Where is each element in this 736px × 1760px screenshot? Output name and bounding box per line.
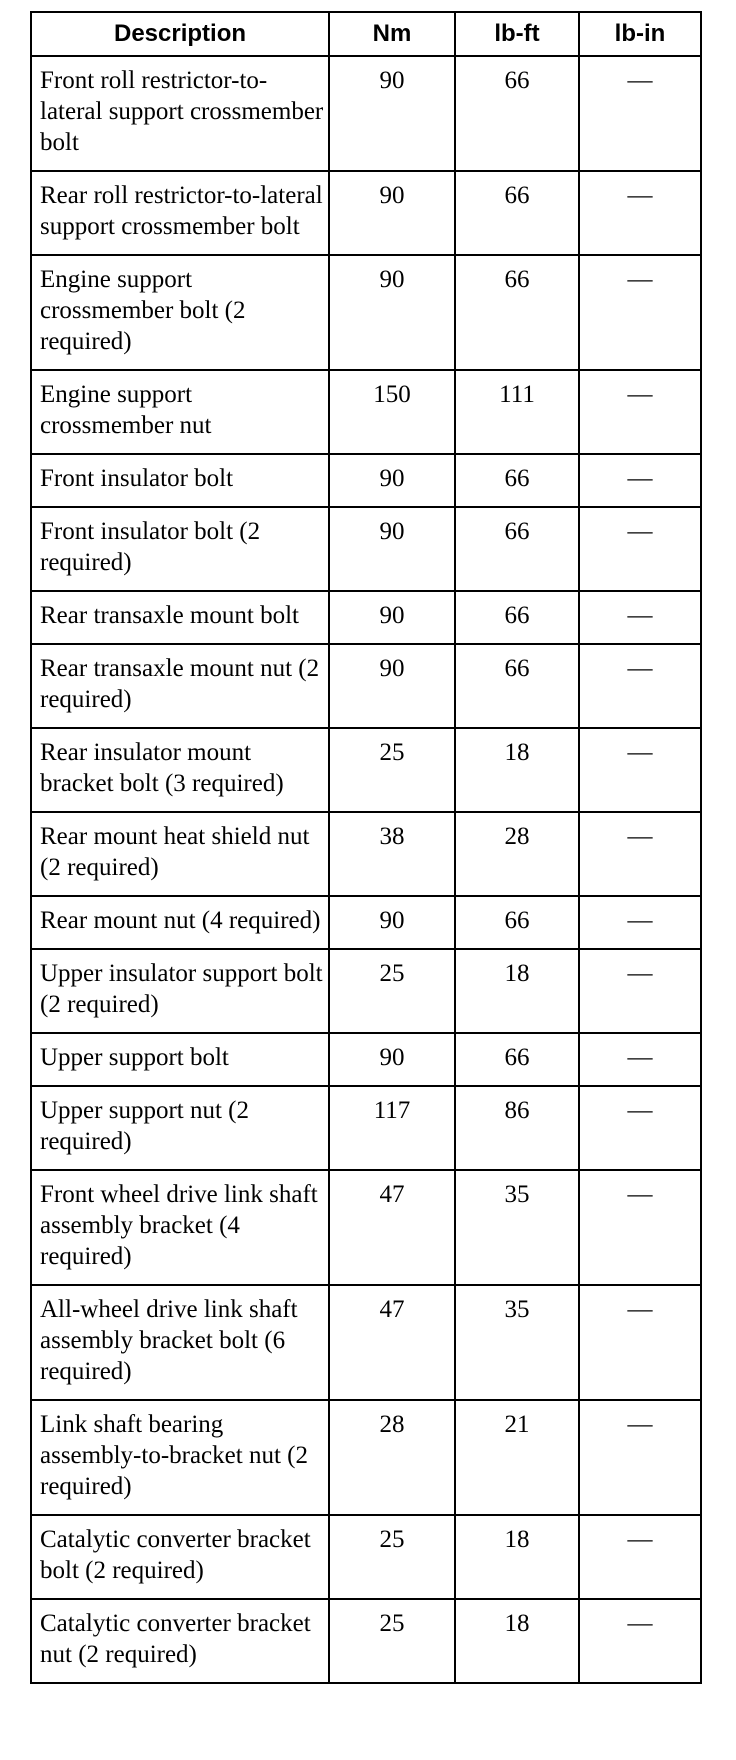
cell-description: Front insulator bolt (2 required) — [31, 507, 329, 591]
cell-nm: 90 — [329, 644, 455, 728]
cell-lb-ft: 66 — [455, 896, 579, 949]
header-lb-ft: lb-ft — [455, 12, 579, 56]
table-row — [31, 255, 701, 370]
cell-lb-ft: 18 — [455, 1599, 579, 1683]
cell-lb-ft: 66 — [455, 591, 579, 644]
cell-nm: 90 — [329, 507, 455, 591]
cell-lb-ft: 18 — [455, 949, 579, 1033]
cell-lb-ft: 86 — [455, 1086, 579, 1170]
table-body — [31, 56, 701, 1683]
cell-description: Rear transaxle mount nut (2 required) — [31, 644, 329, 728]
table-row — [31, 507, 701, 591]
cell-description: Rear insulator mount bracket bolt (3 required) — [31, 728, 329, 812]
cell-nm: 38 — [329, 812, 455, 896]
cell-nm: 25 — [329, 949, 455, 1033]
cell-description: Link shaft bearing assembly-to-bracket nut (2 required) — [31, 1400, 329, 1515]
cell-description: Rear roll restrictor-to-lateral support crossmember bolt — [31, 171, 329, 255]
cell-lb-ft: 18 — [455, 1515, 579, 1599]
cell-description: Engine support crossmember nut — [31, 370, 329, 454]
cell-nm: 90 — [329, 896, 455, 949]
table-row — [31, 1400, 701, 1515]
cell-description: Upper support bolt — [31, 1033, 329, 1086]
cell-description: Catalytic converter bracket bolt (2 required) — [31, 1515, 329, 1599]
table-row — [31, 1086, 701, 1170]
cell-lb-in: — — [579, 644, 701, 728]
table-row — [31, 1599, 701, 1683]
cell-lb-in: — — [579, 1285, 701, 1400]
cell-lb-in: — — [579, 1086, 701, 1170]
cell-lb-ft: 66 — [455, 56, 579, 171]
header-lb-in: lb-in — [579, 12, 701, 56]
cell-description: Front wheel drive link shaft assembly bracket (4 required) — [31, 1170, 329, 1285]
cell-lb-ft: 66 — [455, 171, 579, 255]
cell-nm: 47 — [329, 1170, 455, 1285]
cell-lb-in: — — [579, 896, 701, 949]
cell-nm: 90 — [329, 56, 455, 171]
cell-nm: 90 — [329, 591, 455, 644]
cell-lb-in: — — [579, 507, 701, 591]
cell-lb-ft: 28 — [455, 812, 579, 896]
table-row — [31, 812, 701, 896]
cell-description: Catalytic converter bracket nut (2 required) — [31, 1599, 329, 1683]
table-row — [31, 644, 701, 728]
cell-lb-ft: 18 — [455, 728, 579, 812]
cell-lb-in: — — [579, 370, 701, 454]
cell-description: Upper insulator support bolt (2 required) — [31, 949, 329, 1033]
table-row — [31, 1515, 701, 1599]
cell-lb-ft: 66 — [455, 644, 579, 728]
cell-description: Front roll restrictor-to-lateral support crossmember bolt — [31, 56, 329, 171]
cell-nm: 28 — [329, 1400, 455, 1515]
table-row — [31, 949, 701, 1033]
cell-description: Engine support crossmember bolt (2 required) — [31, 255, 329, 370]
table-row — [31, 171, 701, 255]
cell-lb-in: — — [579, 812, 701, 896]
table-row — [31, 370, 701, 454]
cell-nm: 90 — [329, 255, 455, 370]
cell-lb-ft: 21 — [455, 1400, 579, 1515]
cell-lb-ft: 111 — [455, 370, 579, 454]
header-row — [31, 12, 701, 56]
cell-lb-in: — — [579, 1033, 701, 1086]
cell-lb-in: — — [579, 728, 701, 812]
cell-nm: 117 — [329, 1086, 455, 1170]
cell-lb-in: — — [579, 454, 701, 507]
cell-description: Front insulator bolt — [31, 454, 329, 507]
table-row — [31, 728, 701, 812]
cell-lb-in: — — [579, 591, 701, 644]
cell-nm: 25 — [329, 1599, 455, 1683]
table-row — [31, 1285, 701, 1400]
cell-nm: 90 — [329, 454, 455, 507]
table-row — [31, 591, 701, 644]
cell-lb-in: — — [579, 255, 701, 370]
cell-lb-in: — — [579, 949, 701, 1033]
cell-lb-in: — — [579, 1599, 701, 1683]
cell-nm: 90 — [329, 1033, 455, 1086]
cell-description: Rear mount heat shield nut (2 required) — [31, 812, 329, 896]
cell-lb-ft: 66 — [455, 454, 579, 507]
table-row — [31, 56, 701, 171]
cell-description: All-wheel drive link shaft assembly bracket bolt (6 required) — [31, 1285, 329, 1400]
header-nm: Nm — [329, 12, 455, 56]
table-row — [31, 1170, 701, 1285]
header-description: Description — [31, 12, 329, 56]
cell-lb-in: — — [579, 1515, 701, 1599]
table-row — [31, 896, 701, 949]
torque-spec-table — [30, 11, 702, 1684]
cell-nm: 90 — [329, 171, 455, 255]
cell-description: Rear mount nut (4 required) — [31, 896, 329, 949]
cell-lb-ft: 66 — [455, 1033, 579, 1086]
cell-lb-in: — — [579, 1170, 701, 1285]
cell-description: Rear transaxle mount bolt — [31, 591, 329, 644]
cell-lb-ft: 35 — [455, 1285, 579, 1400]
cell-nm: 150 — [329, 370, 455, 454]
table-row — [31, 1033, 701, 1086]
cell-lb-in: — — [579, 1400, 701, 1515]
cell-lb-in: — — [579, 171, 701, 255]
cell-nm: 25 — [329, 728, 455, 812]
cell-lb-in: — — [579, 56, 701, 171]
cell-nm: 47 — [329, 1285, 455, 1400]
cell-lb-ft: 35 — [455, 1170, 579, 1285]
cell-lb-ft: 66 — [455, 255, 579, 370]
table-row — [31, 454, 701, 507]
cell-nm: 25 — [329, 1515, 455, 1599]
cell-description: Upper support nut (2 required) — [31, 1086, 329, 1170]
cell-lb-ft: 66 — [455, 507, 579, 591]
